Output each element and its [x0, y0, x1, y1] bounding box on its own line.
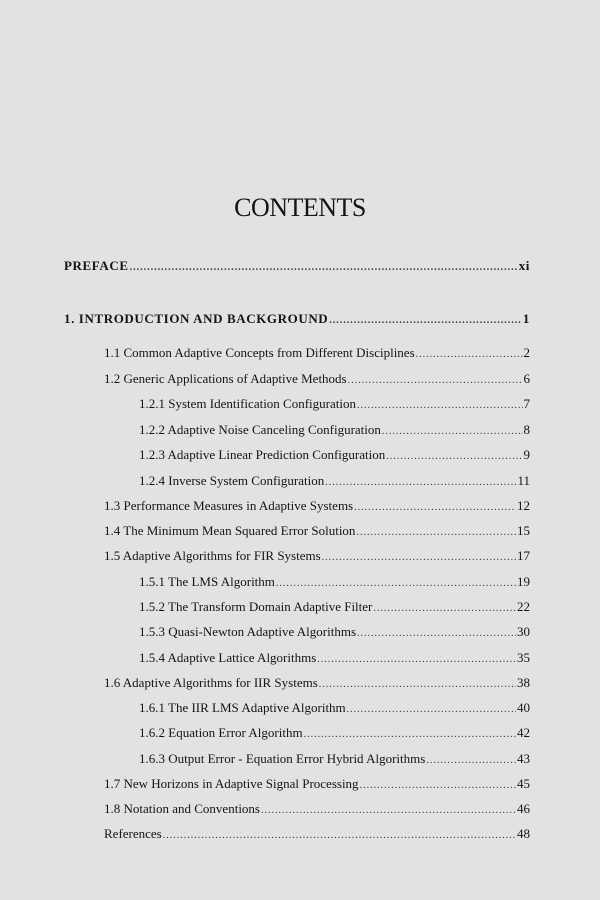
dot-leader	[426, 753, 516, 769]
toc-entry-text: 1.3 Performance Measures in Adaptive Systems	[104, 498, 354, 513]
toc-page-number: xi	[518, 258, 530, 273]
toc-page-number: 11	[517, 473, 530, 488]
toc-entry-1-3[interactable]	[104, 498, 530, 514]
toc-page-number: 17	[517, 548, 530, 563]
toc-page-number: 48	[517, 826, 530, 841]
dot-leader	[304, 727, 516, 743]
toc-entry-text: 1.2.4 Inverse System Configuration	[139, 473, 325, 488]
toc-page-number: 6	[523, 371, 530, 386]
toc-entry-text: 1.2.3 Adaptive Linear Prediction Configuration	[139, 447, 386, 462]
toc-page-number: 19	[517, 574, 530, 589]
toc-entry-1-4[interactable]	[104, 523, 530, 539]
toc-page-number: 22	[517, 599, 530, 614]
toc-entry-1-5-1[interactable]	[139, 574, 530, 590]
dot-leader	[373, 601, 516, 617]
toc-page-number: 45	[517, 776, 530, 791]
toc-entry-text: 1.6.1 The IIR LMS Adaptive Algorithm	[139, 700, 346, 715]
toc-entry-1-6-1[interactable]	[139, 700, 530, 716]
toc-entry-1-5-3[interactable]	[139, 624, 530, 640]
toc-entry-1-1[interactable]	[104, 345, 530, 361]
dot-leader	[416, 347, 523, 363]
toc-page-number: 46	[517, 801, 530, 816]
toc-page-number: 42	[517, 725, 530, 740]
toc-entry-1-2-4[interactable]	[139, 473, 530, 489]
dot-leader	[354, 500, 516, 516]
toc-entry-text: 1.6 Adaptive Algorithms for IIR Systems	[104, 675, 318, 690]
toc-page-number: 35	[517, 650, 530, 665]
dot-leader	[386, 449, 522, 465]
dot-leader	[130, 260, 518, 276]
dot-leader	[347, 702, 516, 718]
toc-entry-text: 1. INTRODUCTION AND BACKGROUND	[64, 311, 329, 326]
toc-entry-text: 1.4 The Minimum Mean Squared Error Solution	[104, 523, 356, 538]
toc-entry-1-5-2[interactable]	[139, 599, 530, 615]
toc-entry-text: 1.2 Generic Applications of Adaptive Methods	[104, 371, 347, 386]
dot-leader	[325, 475, 516, 491]
toc-entry-1-2-3[interactable]	[139, 447, 530, 463]
toc-page-number: 8	[523, 422, 530, 437]
dot-leader	[319, 677, 516, 693]
toc-entry-1-6-3[interactable]	[139, 751, 530, 767]
dot-leader	[382, 424, 523, 440]
toc-entry-text: 1.5.3 Quasi-Newton Adaptive Algorithms	[139, 624, 357, 639]
toc-entry-1-2[interactable]	[104, 371, 530, 387]
toc-entry-text: 1.2.2 Adaptive Noise Canceling Configuration	[139, 422, 381, 437]
toc-entry-preface[interactable]	[64, 258, 530, 274]
toc-entry-1-2-1[interactable]	[139, 396, 530, 412]
toc-page-number: 15	[517, 523, 530, 538]
toc-entry-1-6-2[interactable]	[139, 725, 530, 741]
toc-entry-text: PREFACE	[64, 258, 129, 273]
dot-leader	[357, 398, 523, 414]
dot-leader	[348, 373, 523, 389]
toc-entry-text: 1.1 Common Adaptive Concepts from Different Disciplines	[104, 345, 415, 360]
toc-page-number: 1	[522, 311, 530, 326]
dot-leader	[322, 550, 516, 566]
toc-entry-text: 1.8 Notation and Conventions	[104, 801, 260, 816]
toc-page-number: 30	[517, 624, 530, 639]
toc-page-number: 43	[517, 751, 530, 766]
dot-leader	[261, 803, 516, 819]
dot-leader	[163, 828, 516, 844]
toc-entry-1-2-2[interactable]	[139, 422, 530, 438]
dot-leader	[356, 525, 516, 541]
dot-leader	[360, 778, 516, 794]
toc-entry-1-6[interactable]	[104, 675, 530, 691]
toc-page-number: 2	[523, 345, 530, 360]
toc-entry-text: 1.2.1 System Identification Configuration	[139, 396, 356, 411]
dot-leader	[276, 576, 516, 592]
dot-leader	[357, 626, 516, 642]
toc-entry-chapter-1[interactable]	[64, 311, 530, 327]
toc-entry-references[interactable]	[104, 826, 530, 842]
dot-leader	[317, 652, 516, 668]
toc-entry-text: 1.6.3 Output Error - Equation Error Hybrid Algorithms	[139, 751, 426, 766]
toc-page-number: 40	[517, 700, 530, 715]
toc-entry-1-8[interactable]	[104, 801, 530, 817]
toc-entry-text: 1.5.4 Adaptive Lattice Algorithms	[139, 650, 317, 665]
toc-entry-text: 1.5.1 The LMS Algorithm	[139, 574, 275, 589]
toc-entry-text: 1.5 Adaptive Algorithms for FIR Systems	[104, 548, 321, 563]
toc-page-number: 7	[523, 396, 530, 411]
toc-entry-text: 1.6.2 Equation Error Algorithm	[139, 725, 303, 740]
toc-entry-text: 1.7 New Horizons in Adaptive Signal Processing	[104, 776, 359, 791]
toc-page-number: 38	[517, 675, 530, 690]
toc-entry-text: 1.5.2 The Transform Domain Adaptive Filter	[139, 599, 373, 614]
toc-page-number: 12	[517, 498, 530, 513]
toc-entry-text: References	[104, 826, 162, 841]
toc-page-number: 9	[523, 447, 530, 462]
toc-entry-1-7[interactable]	[104, 776, 530, 792]
dot-leader	[329, 313, 522, 329]
toc-entry-1-5[interactable]	[104, 548, 530, 564]
toc-entry-1-5-4[interactable]	[139, 650, 530, 666]
page-title: CONTENTS	[234, 193, 366, 222]
